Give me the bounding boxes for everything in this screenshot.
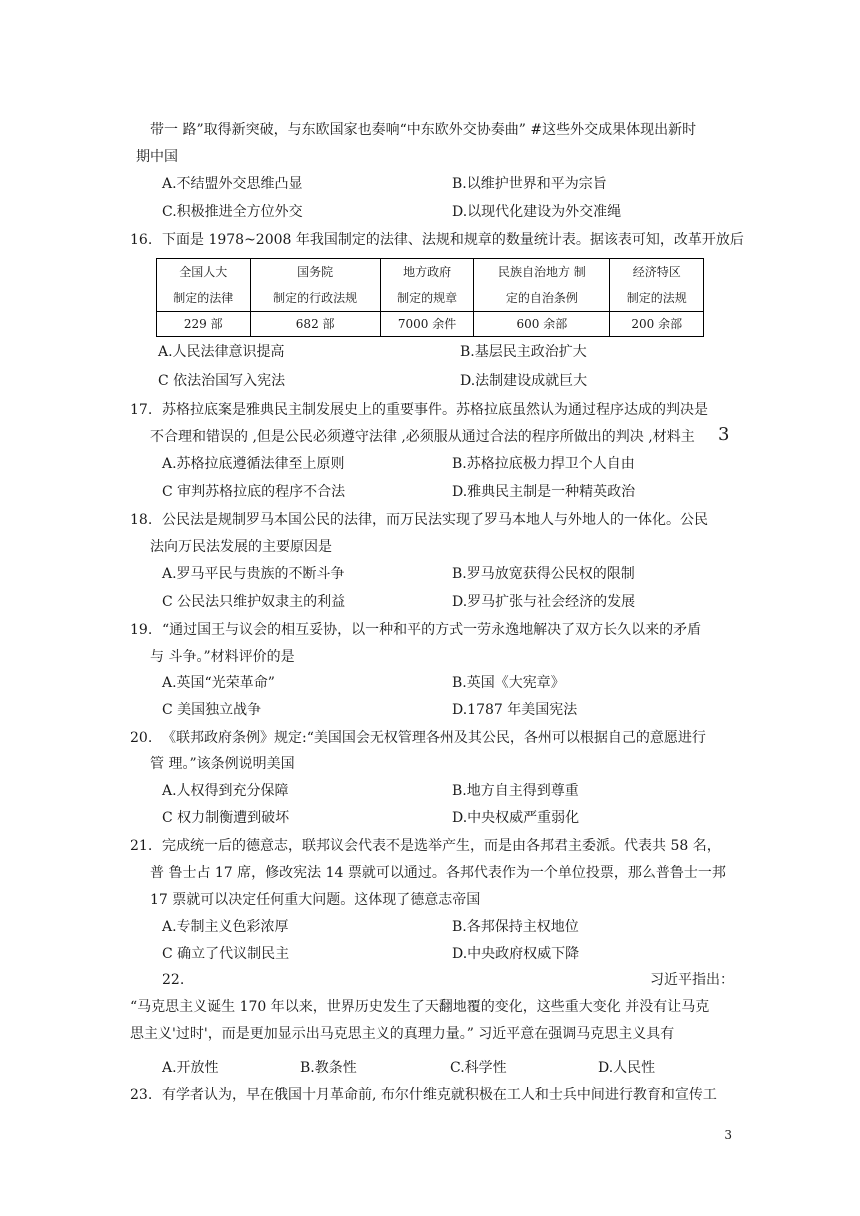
q22-option-c: C.科学性 — [450, 1060, 507, 1076]
q17-option-c: C 审判苏格拉底的程序不合法 — [162, 484, 346, 500]
q21-stem-line-1: 完成统一后的德意志，联邦议会代表不是选举产生，而是由各邦君主委派。代表共 58 名， — [162, 838, 721, 854]
q17-option-a: A.苏格拉底遵循法律至上原则 — [162, 456, 345, 472]
q16-option-a: A.人民法律意识提高 — [158, 344, 285, 360]
table-cell: 229 部 — [157, 312, 251, 337]
table-header-cell: 经济特区 制定的法规 — [610, 259, 704, 312]
table-header-cell: 国务院 制定的行政法规 — [250, 259, 380, 312]
q21-option-a: A.专制主义色彩浓厚 — [162, 919, 289, 935]
q22-number: 22. — [162, 972, 185, 988]
q22-option-a: A.开放性 — [162, 1060, 219, 1076]
q17-number: 17. — [130, 402, 153, 418]
q18-number: 18. — [130, 512, 153, 528]
q17-stem-line-1: 苏格拉底案是雅典民主制发展史上的重要事件。苏格拉底虽然认为通过程序达成的判决是 — [162, 402, 708, 418]
q15-option-c: C.积极推进全方位外交 — [162, 204, 303, 220]
q22-lead: 习近平指出： — [650, 972, 734, 988]
q19-stem-line-2: 与 斗争。”材料评价的是 — [150, 649, 295, 665]
q18-stem-line-2: 法向万民法发展的主要原因是 — [150, 539, 332, 555]
q18-option-c: C 公民法只维护奴隶主的利益 — [162, 594, 346, 610]
q18-option-a: A.罗马平民与贵族的不断斗争 — [162, 566, 345, 582]
q21-stem-line-2: 普 鲁士占 17 席，修改宪法 14 票就可以通过。各邦代表作为一个单位投票，那么普鲁士一邦 — [150, 865, 726, 881]
q15-option-d: D.以现代化建设为外交准绳 — [452, 204, 622, 220]
q23-stem-line-1: 有学者认为，早在俄国十月革命前, 布尔什维克就积极在工人和士兵中间进行教育和宣传工 — [162, 1087, 717, 1103]
q15-option-b: B.以维护世界和平为宗旨 — [452, 176, 607, 192]
q16-statistics-table — [156, 258, 704, 337]
q21-option-d: D.中央政府权威下降 — [452, 946, 580, 962]
q18-stem-line-1: 公民法是规制罗马本国公民的法律，而万民法实现了罗马本地人与外地人的一体化。公民 — [162, 512, 708, 528]
table-cell: 682 部 — [250, 312, 380, 337]
q20-number: 20. — [130, 730, 153, 746]
q16-option-b: B.基层民主政治扩大 — [460, 344, 587, 360]
table-header-cell: 全国人大 制定的法律 — [157, 259, 251, 312]
table-header-row — [157, 259, 704, 312]
q22-stem-line-2: 思主义'过时'，而是更加显示出马克思主义的真理力量。” 习近平意在强调马克思主义具有 — [130, 1026, 675, 1042]
q22-stem-line-1: “马克思主义诞生 170 年以来，世界历史发生了天翻地覆的变化，这些重大变化 并没有让马克 — [130, 999, 710, 1015]
q20-stem-line-2: 管 理。”该条例说明美国 — [150, 756, 295, 772]
q20-option-d: D.中央权威严重弱化 — [452, 810, 580, 826]
q19-option-c: C 美国独立战争 — [162, 702, 262, 718]
table-cell: 600 余部 — [474, 312, 610, 337]
q18-option-b: B.罗马放宽获得公民权的限制 — [452, 566, 635, 582]
q21-number: 21. — [130, 838, 153, 854]
table-cell: 7000 余件 — [380, 312, 474, 337]
q19-number: 19. — [130, 622, 153, 638]
q15-stem-line-1: 带一 路”取得新突破，与东欧国家也奏响“中东欧外交协奏曲” #这些外交成果体现出新时 — [150, 122, 697, 138]
table-cell: 200 余部 — [610, 312, 704, 337]
q17-stem-line-2: 不合理和错误的 ,但是公民必须遵守法律 ,必须服从通过合法的程序所做出的判决 ,材料主 — [150, 429, 695, 445]
q16-number: 16. — [130, 232, 153, 248]
q17-option-d: D.雅典民主制是一种精英政治 — [452, 484, 636, 500]
table-row — [157, 312, 704, 337]
q21-stem-line-3: 17 票就可以决定任何重大问题。这体现了德意志帝国 — [150, 892, 481, 908]
margin-mark: 3 — [718, 424, 730, 445]
q21-option-c: C 确立了代议制民主 — [162, 946, 290, 962]
q15-stem-line-2: 期中国 — [136, 149, 178, 165]
q16-option-c: C 依法治国写入宪法 — [158, 373, 286, 389]
q22-option-b: B.教条性 — [300, 1060, 357, 1076]
q19-option-a: A.英国“光荣革命” — [162, 675, 275, 691]
q21-option-b: B.各邦保持主权地位 — [452, 919, 579, 935]
q15-option-a: A.不结盟外交思维凸显 — [162, 176, 303, 192]
q20-option-b: B.地方自主得到尊重 — [452, 783, 579, 799]
q20-stem-line-1: 《联邦政府条例》规定:“美国国会无权管理各州及其公民，各州可以根据自己的意愿进行 — [162, 730, 706, 746]
q16-stem: 下面是 1978~2008 年我国制定的法律、法规和规章的数量统计表。据该表可知，改革开放后 — [162, 232, 744, 248]
q20-option-a: A.人权得到充分保障 — [162, 783, 289, 799]
q17-option-b: B.苏格拉底极力捍卫个人自由 — [452, 456, 635, 472]
q19-option-b: B.英国《大宪章》 — [452, 675, 565, 691]
q23-number: 23. — [130, 1087, 153, 1103]
q18-option-d: D.罗马扩张与社会经济的发展 — [452, 594, 636, 610]
table-header-cell: 民族自治地方 制 定的自治条例 — [474, 259, 610, 312]
page-number: 3 — [724, 1128, 732, 1142]
table-header-cell: 地方政府 制定的规章 — [380, 259, 474, 312]
q20-option-c: C 权力制衡遭到破坏 — [162, 810, 290, 826]
q16-option-d: D.法制建设成就巨大 — [460, 373, 588, 389]
q19-stem-line-1: “通过国王与议会的相互妥协，以一种和平的方式一劳永逸地解决了双方长久以来的矛盾 — [162, 622, 702, 638]
q22-option-d: D.人民性 — [598, 1060, 656, 1076]
q19-option-d: D.1787 年美国宪法 — [452, 702, 578, 718]
